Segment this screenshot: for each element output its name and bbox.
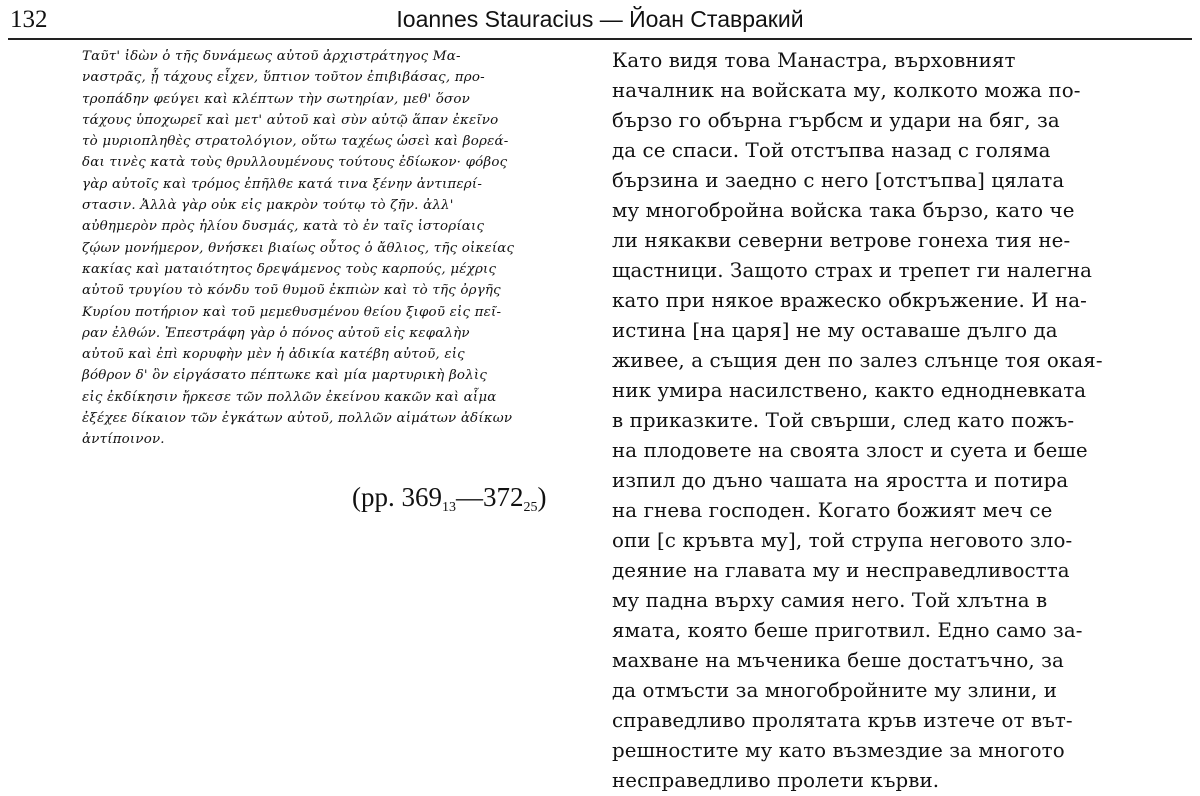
greek-line: αὐτοῦ τρυγίου τὸ κόνδυ τοῦ θυμοῦ ἐκπιὼν καὶ τὸ τῆς ὀργῆς <box>82 283 501 299</box>
greek-line: αὐθημερὸν πρὸς ἡλίου δυσμάς, κατὰ τὸ ἐν ταῖς ἱστορίαις <box>82 219 485 235</box>
translation-line: несправедливо пролети кърви. <box>612 769 940 792</box>
translation-line: махване на мъченика беше достатъчно, за <box>612 649 1064 672</box>
greek-line: ναστρᾶς, ᾗ τάχους εἶχεν, ὕπτιον τοῦτον ἐπιβιβάσας, προ- <box>82 70 485 86</box>
citation-suffix: ) <box>537 482 547 512</box>
translation-line: да се спаси. Той отстъпва назад с голяма <box>612 139 1051 162</box>
greek-line: βόθρον δ' ὃν εἰργάσατο πέπτωκε καὶ μία μαρτυρικὴ βολὶς <box>82 368 488 384</box>
translation-line: изпил до дъно чашата на яростта и потира <box>612 469 1069 492</box>
greek-line: γὰρ αὐτοῖς καὶ τρόμος ἐπῆλθε κατά τινα ξένην ἀντιπερί- <box>82 176 483 192</box>
translation-line: живее, а същия ден по залез слънце тоя окая- <box>612 349 1103 372</box>
translation-line: на плодовете на своята злост и суета и беше <box>612 439 1088 462</box>
header-rule <box>8 38 1192 40</box>
greek-line: ἀντίποινον. <box>82 432 165 448</box>
translation-line: в приказките. Той свърши, след като пожъ- <box>612 409 1075 432</box>
translation-line: началник на войската му, колкото можа по- <box>612 79 1081 102</box>
citation <box>352 482 547 516</box>
greek-line: Κυρίου ποτήριον καὶ τοῦ μεμεθυσμένου θείου ξιφοῦ εἰς πεῖ- <box>82 304 502 320</box>
greek-line: τροπάδην φεύγει καὶ κλέπτων τὴν σωτηρίαν, μεθ' ὅσον <box>82 91 471 107</box>
greek-line: εἰς ἐκδίκησιν ἤρκεσε τῶν πολλῶν ἐκείνου κακῶν καὶ αἷμα <box>82 389 497 405</box>
greek-line: δαι τινὲς κατὰ τοὺς θρυλλουμένους τούτους ἐδίωκον· φόβος <box>82 155 508 171</box>
translation-line: ли някакви северни ветрове гонеха тия не- <box>612 229 1071 252</box>
greek-line: τὸ μυριοπληθὲς στρατολόγιον, οὕτω ταχέως ὡσεὶ καὶ βορεά- <box>82 134 509 150</box>
translation-line: ник умира насилствено, както еднодневката <box>612 379 1087 402</box>
translation-line: деяние на главата му и несправедливостта <box>612 559 1070 582</box>
greek-text-column <box>82 46 582 451</box>
citation-sub-end: 25 <box>523 500 538 515</box>
translation-line: му падна върху самия него. Той хлътна в <box>612 589 1048 612</box>
translation-line: ямата, която беше приготвил. Едно само за- <box>612 619 1083 642</box>
greek-line: κακίας καὶ ματαιότητος δρεψάμενος τοὺς καρπούς, μέχρις <box>82 261 497 277</box>
page-header <box>10 2 1190 36</box>
greek-line: ἐξέχεε δίκαιον τῶν ἐγκάτων αὐτοῦ, πολλῶν αἱμάτων ἀδίκων <box>82 411 513 427</box>
greek-line: ραν ἐλθών. Ἐπεστράφη γὰρ ὁ πόνος αὐτοῦ εἰς κεφαλὴν <box>82 325 470 341</box>
citation-dash: —372 <box>456 482 524 512</box>
translation-line: справедливо пролятата кръв изтече от вът- <box>612 709 1073 732</box>
greek-line: ζῴων μονήμερον, θνήσκει βιαίως οὗτος ὁ ἄθλιος, τῆς οἰκείας <box>82 240 515 256</box>
translation-line: решностите му като възмездие за многото <box>612 739 1065 762</box>
translation-line: да отмъсти за многобройните му злини, и <box>612 679 1058 702</box>
translation-line: на гнева господен. Когато божият меч се <box>612 499 1053 522</box>
translation-line: щастници. Защото страх и трепет ги налегна <box>612 259 1093 282</box>
bulgarian-translation-column <box>612 46 1192 796</box>
translation-line: истина [на царя] не му оставаше дълго да <box>612 319 1058 342</box>
translation-line: опи [с кръвта му], той струпа неговото зло- <box>612 529 1073 552</box>
translation-line: като при някое вражеско обкръжение. И на- <box>612 289 1087 312</box>
page-number: 132 <box>10 6 48 33</box>
greek-line: στασιν. Ἀλλὰ γὰρ οὐκ εἰς μακρὸν τούτῳ τὸ ζῆν. ἀλλ' <box>82 198 454 214</box>
translation-line: Като видя това Манастра, върховният <box>612 49 1016 72</box>
translation-line: му многобройна войска така бързо, като че <box>612 199 1075 222</box>
citation-prefix: (pp. 369 <box>352 482 442 512</box>
translation-line: бързина и заедно с него [отстъпва] цялата <box>612 169 1065 192</box>
citation-sub-start: 13 <box>442 500 456 515</box>
translation-line: бързо го обърна гърбсм и удари на бяг, за <box>612 109 1060 132</box>
greek-line: Ταῦτ' ἰδὼν ὁ τῆς δυνάμεως αὐτοῦ ἀρχιστράτηγος Μα- <box>82 49 461 64</box>
greek-line: αὐτοῦ καὶ ἐπὶ κορυφὴν μὲν ἡ ἀδικία κατέβη αὐτοῦ, εἰς <box>82 347 465 363</box>
running-head: Ioannes Stauracius — Йоан Ставракий <box>396 6 804 32</box>
greek-line: τάχους ὑποχωρεῖ καὶ μετ' αὐτοῦ καὶ σὺν αὐτῷ ἅπαν ἐκεῖνο <box>82 112 499 128</box>
